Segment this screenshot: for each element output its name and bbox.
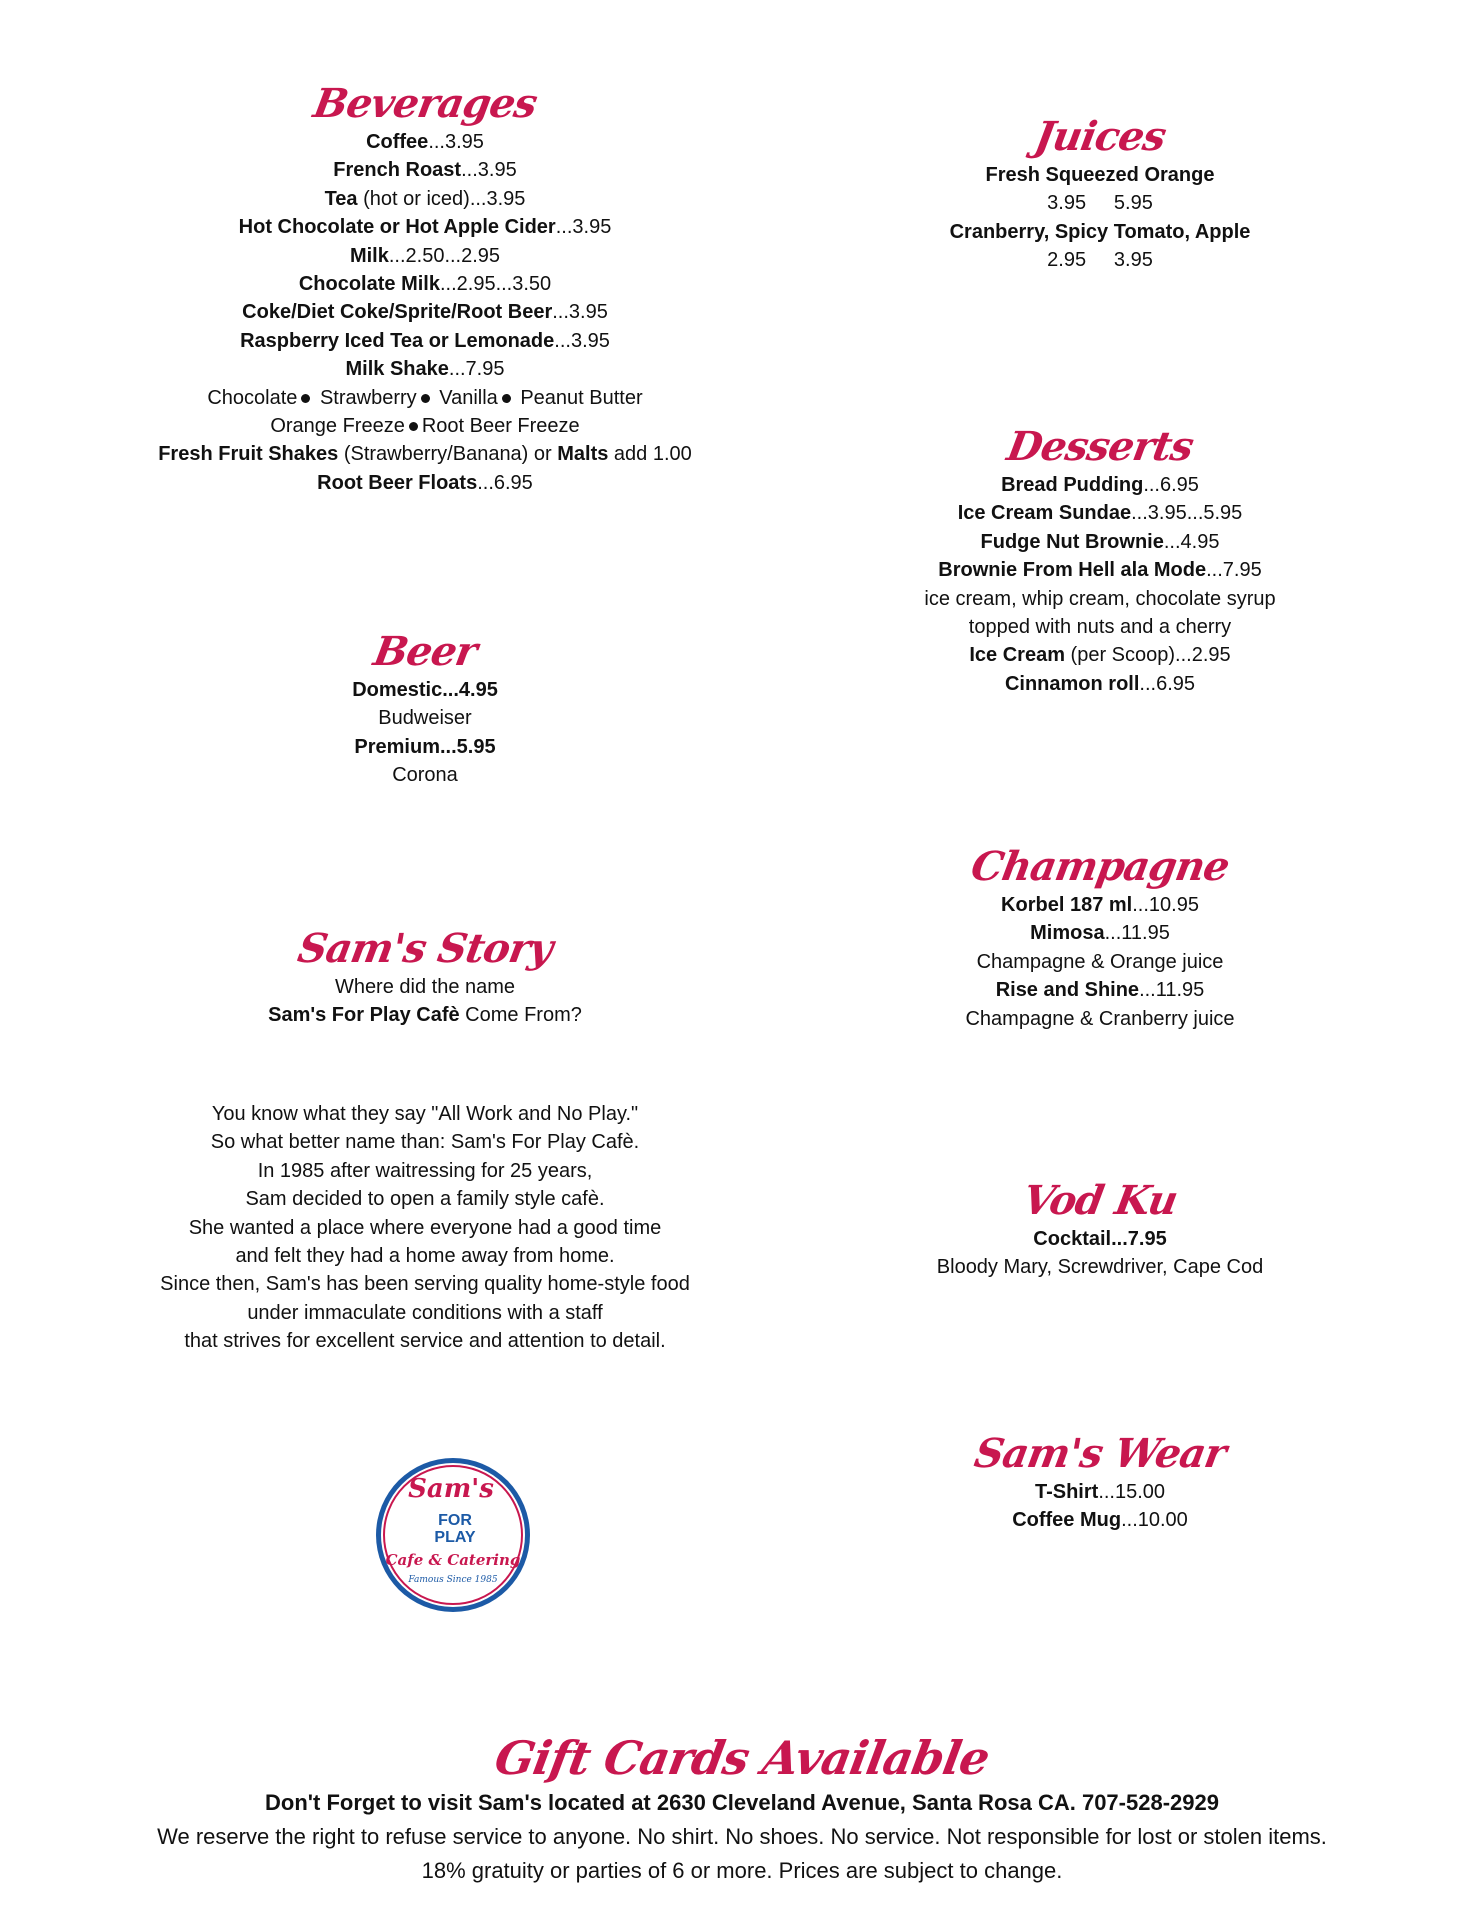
- menu-item-soda: Coke/Diet Coke/Sprite/Root Beer...3.95: [242, 301, 608, 324]
- desserts-title: Desserts: [1003, 423, 1197, 470]
- menu-item-premium: Premium...5.95: [354, 735, 496, 758]
- menu-item-rise-shine: Rise and Shine...11.95: [995, 979, 1205, 1002]
- bullet-icon: [502, 394, 511, 403]
- menu-item-cocktail: Cocktail...7.95: [1033, 1228, 1167, 1250]
- menu-item-mimosa: Mimosa...11.95: [1030, 922, 1170, 945]
- wear-title: Sam's Wear: [970, 1430, 1230, 1477]
- visit-address: Don't Forget to visit Sam's located at 2630 Cleveland Avenue, Santa Rosa CA. 707-528-2929: [265, 1790, 1219, 1815]
- story-line: Sam decided to open a family style cafè.: [245, 1188, 605, 1211]
- menu-item-fruit-shakes: Fresh Fruit Shakes (Strawberry/Banana) or Malts add 1.00: [158, 443, 692, 466]
- juices-section: [880, 113, 1320, 275]
- menu-item-other-juices: Cranberry, Spicy Tomato, Apple: [949, 220, 1251, 243]
- menu-item-orange-juice: Fresh Squeezed Orange: [985, 164, 1215, 186]
- menu-item-brownie: Fudge Nut Brownie...4.95: [980, 530, 1220, 553]
- wear-section: [880, 1430, 1320, 1535]
- bullet-icon: [409, 422, 418, 431]
- vodku-title: Vod Ku: [1019, 1177, 1181, 1224]
- gift-cards-title: Gift Cards Available: [490, 1731, 994, 1785]
- other-juice-prices: 2.95 3.95: [1047, 249, 1153, 272]
- champagne-section: [880, 843, 1320, 1033]
- story-line: Since then, Sam's has been serving quality home-style food: [160, 1273, 690, 1296]
- story-line: and felt they had a home away from home.: [235, 1245, 615, 1268]
- menu-item-milk-shake: Milk Shake...7.95: [345, 358, 505, 381]
- story-intro-name: Sam's For Play Cafè Come From?: [268, 1004, 582, 1027]
- sams-logo: [373, 1455, 533, 1615]
- story-intro: Where did the name: [334, 976, 516, 998]
- rise-desc: Champagne & Cranberry juice: [965, 1007, 1235, 1030]
- story-line: In 1985 after waitressing for 25 years,: [257, 1159, 593, 1182]
- domestic-brand: Budweiser: [378, 707, 472, 730]
- story-line: under immaculate conditions with a staff: [247, 1301, 603, 1324]
- juices-title: Juices: [1031, 113, 1169, 160]
- brownie-desc: ice cream, whip cream, chocolate syrup: [924, 587, 1276, 610]
- logo-text: FOR: [438, 1512, 472, 1529]
- menu-item-hot-chocolate: Hot Chocolate or Hot Apple Cider...3.95: [238, 216, 612, 239]
- menu-item-tea: Tea (hot or iced)...3.95: [324, 187, 526, 210]
- vodku-section: [880, 1177, 1320, 1282]
- menu-item-coffee: Coffee...3.95: [366, 131, 484, 153]
- premium-brand: Corona: [392, 764, 458, 787]
- desserts-section: [880, 423, 1320, 698]
- beer-section: [115, 628, 735, 790]
- shake-flavors: Chocolate Strawberry Vanilla Peanut Butter: [207, 386, 643, 409]
- champagne-title: Champagne: [967, 843, 1233, 890]
- policy-text: We reserve the right to refuse service to anyone. No shirt. No shoes. No service. Not responsible for lost or stolen items.: [157, 1824, 1327, 1849]
- story-line: So what better name than: Sam's For Play Cafè.: [210, 1131, 640, 1154]
- menu-item-tshirt: T-Shirt...15.00: [1034, 1481, 1166, 1503]
- story-title: Sam's Story: [294, 925, 556, 972]
- logo-text: Famous Since 1985: [408, 1575, 498, 1585]
- cocktail-desc: Bloody Mary, Screwdriver, Cape Cod: [936, 1256, 1264, 1279]
- logo-text: PLAY: [434, 1529, 476, 1546]
- menu-item-iced-tea: Raspberry Iced Tea or Lemonade...3.95: [240, 329, 610, 352]
- menu-item-domestic: Domestic...4.95: [352, 679, 498, 701]
- brownie-desc: topped with nuts and a cherry: [968, 616, 1232, 639]
- mimosa-desc: Champagne & Orange juice: [976, 950, 1224, 973]
- story-section: [115, 925, 735, 1030]
- beer-title: Beer: [370, 628, 481, 675]
- menu-item-french-roast: French Roast...3.95: [333, 159, 517, 182]
- freezes: Orange Freeze Root Beer Freeze: [270, 415, 580, 438]
- menu-item-chocolate-milk: Chocolate Milk...2.95...3.50: [298, 273, 552, 296]
- footer: [0, 1730, 1484, 1888]
- menu-item-floats: Root Beer Floats...6.95: [317, 471, 533, 494]
- story-line: You know what they say "All Work and No Play.": [211, 1103, 639, 1125]
- bullet-icon: [421, 394, 430, 403]
- menu-item-milk: Milk...2.50...2.95: [349, 244, 501, 267]
- beverages-section: [115, 80, 735, 497]
- story-line: that strives for excellent service and attention to detail.: [184, 1330, 666, 1353]
- orange-prices: 3.95 5.95: [1047, 192, 1153, 215]
- menu-item-coffee-mug: Coffee Mug...10.00: [1012, 1509, 1188, 1532]
- menu-item-ice-cream: Ice Cream (per Scoop)...2.95: [969, 644, 1231, 667]
- menu-item-korbel: Korbel 187 ml...10.95: [1001, 894, 1199, 916]
- menu-item-sundae: Ice Cream Sundae...3.95...5.95: [957, 502, 1243, 525]
- beverages-title: Beverages: [309, 80, 541, 127]
- menu-item-bread-pudding: Bread Pudding...6.95: [1001, 474, 1199, 496]
- story-line: She wanted a place where everyone had a good time: [188, 1216, 662, 1239]
- story-body: [115, 1100, 735, 1356]
- gratuity-text: 18% gratuity or parties of 6 or more. Prices are subject to change.: [421, 1858, 1063, 1883]
- logo-text: Sam's: [408, 1474, 494, 1504]
- menu-item-brownie-hell: Brownie From Hell ala Mode...7.95: [938, 559, 1262, 582]
- logo-text: Cafe & Catering: [385, 1551, 521, 1569]
- menu-item-cinnamon-roll: Cinnamon roll...6.95: [1004, 672, 1196, 695]
- bullet-icon: [301, 394, 310, 403]
